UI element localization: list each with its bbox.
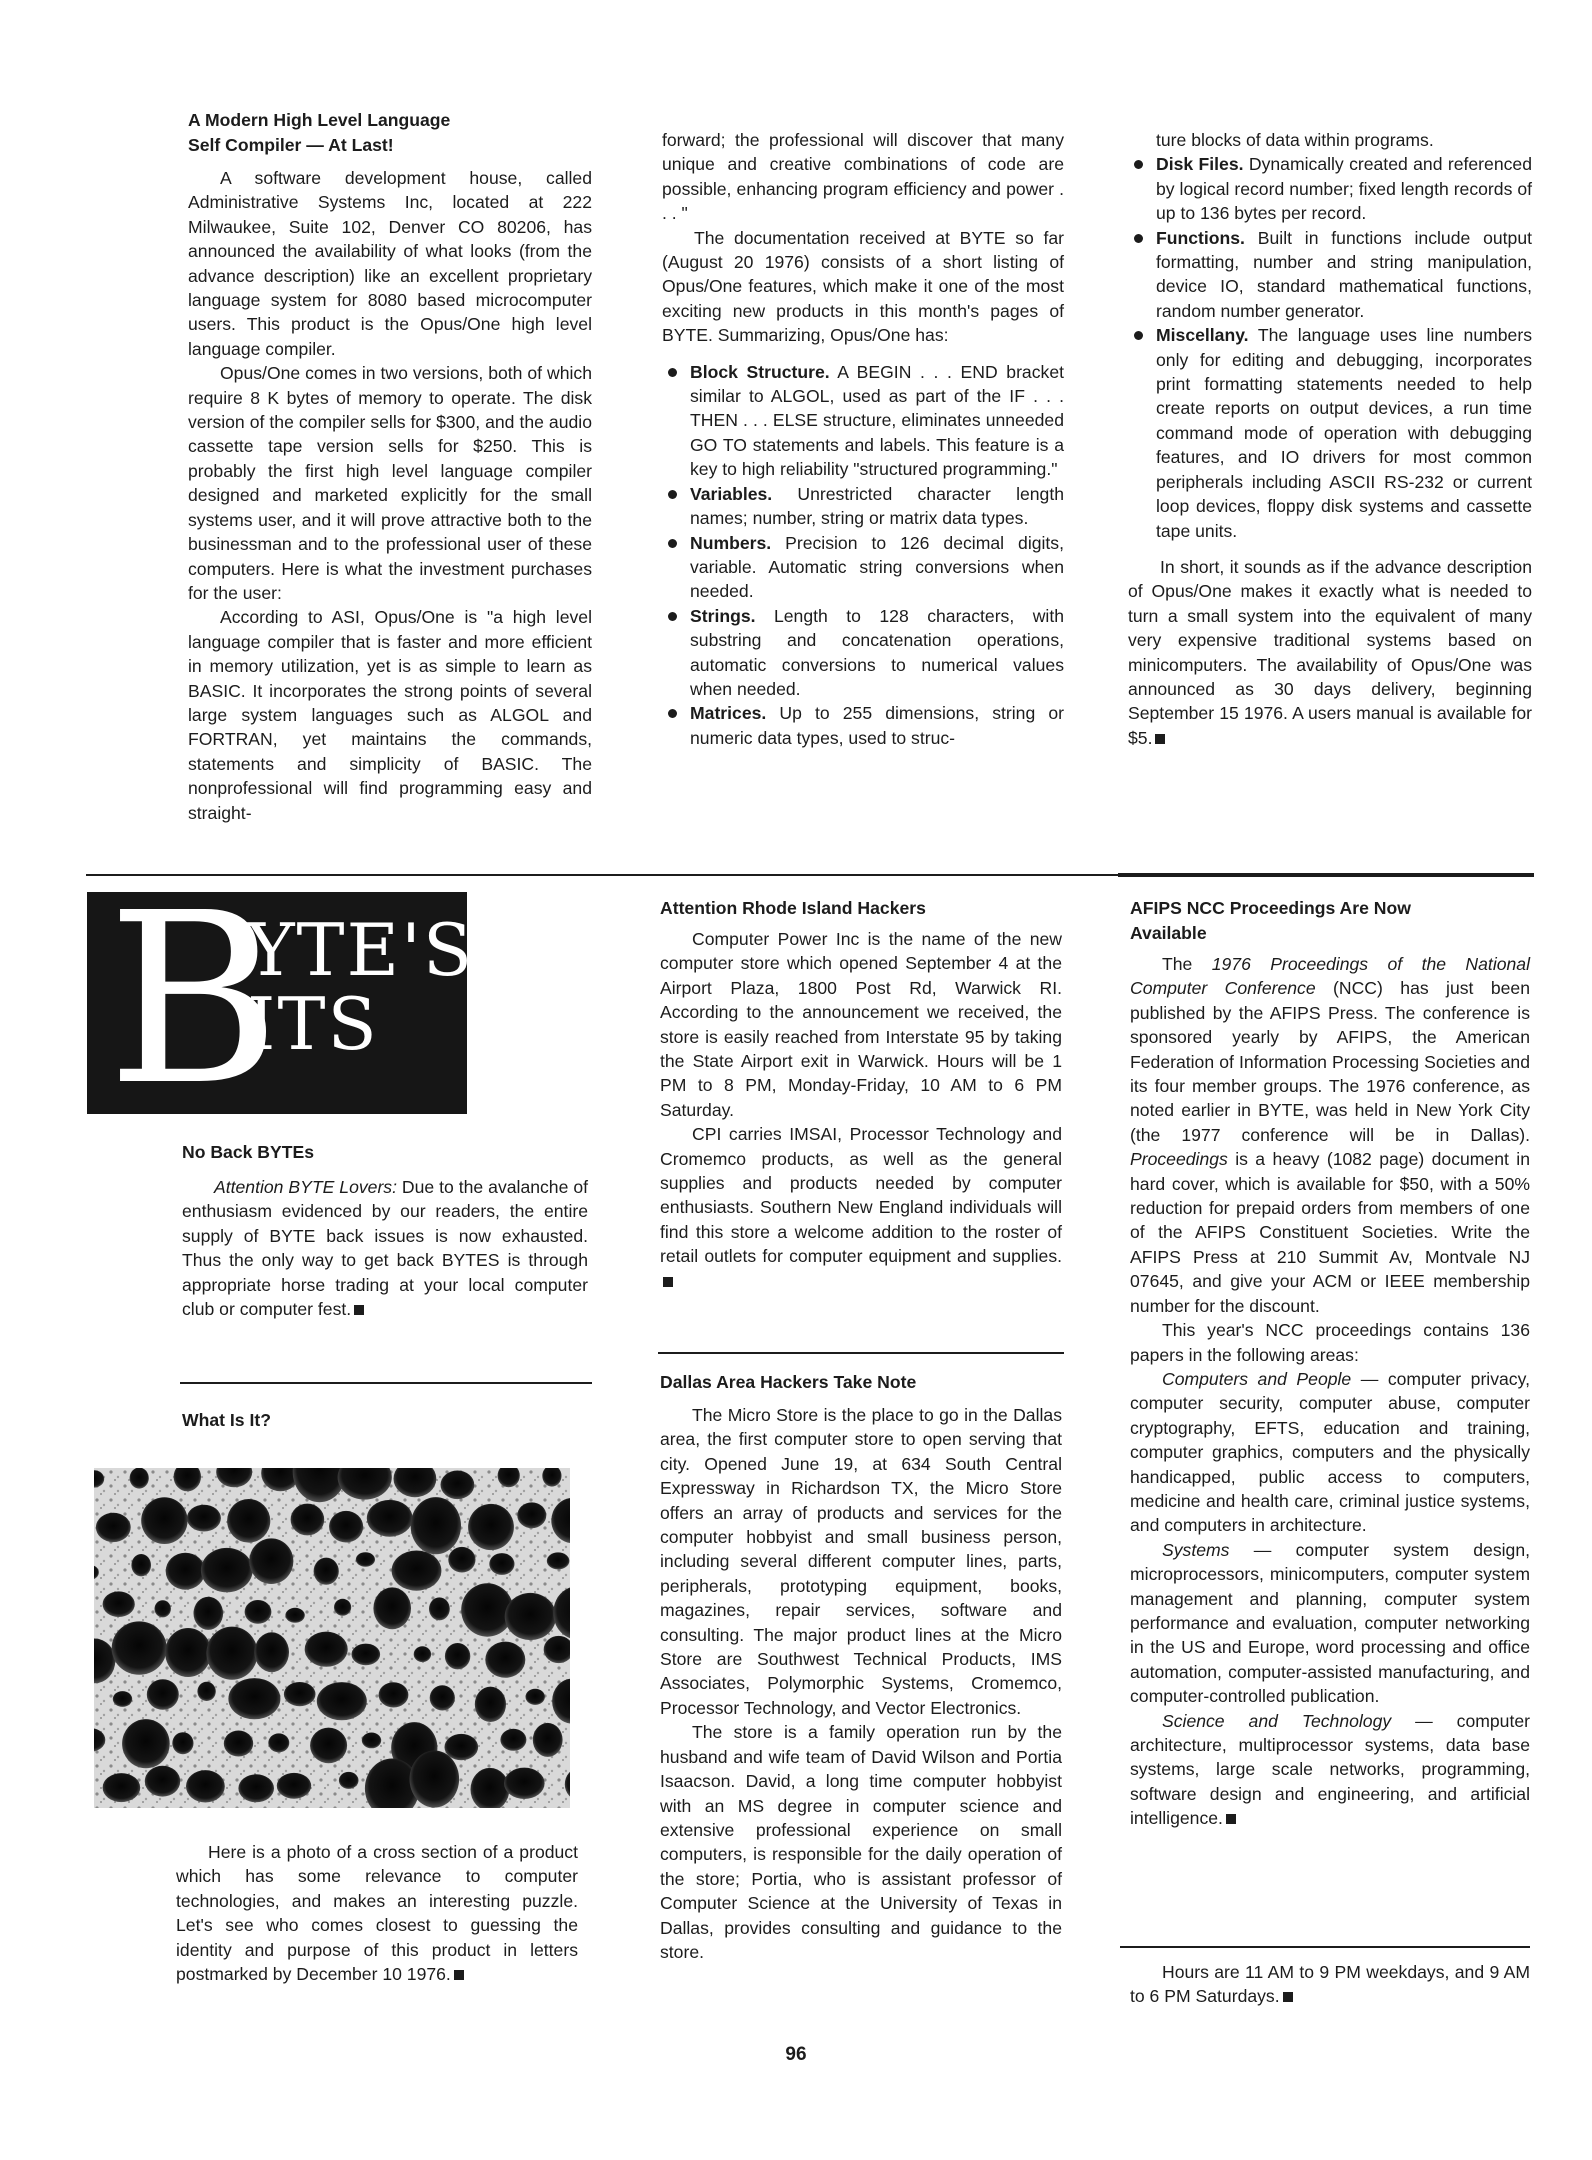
photo-pore: [392, 1551, 442, 1591]
opus-title-line1: A Modern High Level Language: [188, 110, 451, 130]
right-divider: [1120, 1946, 1530, 1948]
end-mark: [1155, 734, 1165, 744]
photo-pore: [314, 1558, 339, 1585]
photo-pore: [410, 1751, 460, 1808]
photo-pore: [411, 1497, 461, 1554]
opus-column-3: [1128, 128, 1532, 750]
page-number: 96: [785, 2044, 807, 2065]
photo-pore: [334, 1599, 351, 1616]
end-mark: [1283, 1992, 1293, 2002]
photo-pore: [187, 1505, 221, 1532]
opus-paragraph-3b: forward; the professional will discover that many unique and creative combinations of code are possible, enhancing program efficiency and power . . . ": [662, 130, 1064, 224]
opus-paragraph-2: Opus/One comes in two versions, both of which require 8 K bytes of memory to operate. The disk version of the compiler sells for $300, and the audio cassette tape version sells for $250. This is probably the first high level language compiler designed and marketed explicitly for the small systems user, and it will prove attractive both to the businessman and to the professional user of these computers. Here is what the investment purchases for the user:: [188, 363, 592, 603]
photo-pore: [186, 1770, 225, 1802]
photo-pore: [475, 1687, 506, 1722]
section-divider-right: [1118, 873, 1534, 877]
photo-pore: [166, 1553, 205, 1590]
bytes-bits-banner: [87, 862, 475, 1137]
feature-name: Numbers.: [690, 532, 772, 553]
feature-item: [662, 482, 1064, 531]
afips-area-name: Systems: [1162, 1539, 1230, 1560]
photo-pore: [228, 1678, 280, 1719]
rhode-paragraph-1: Computer Power Inc is the name of the new computer store which opened September 4 at the Airport Plaza, 1800 Post Rd, Warwick RI. According to the announcement we received, the store is easily reached from Interstate 95 by taking the State Airport exit in Warwick. Hours will be 1 PM to 8 PM, Monday-Friday, 10 AM to 6 PM Saturday.: [660, 929, 1062, 1120]
feature-text: The language uses line numbers only for editing and debugging, incorporates print formatting statements needed to help create reports on output devices, a run time command mode of operation with debugging features, and IO drivers for most common peripherals including ASCII RS-232 or current loop devices, floppy disk systems and cassette tape units.: [1156, 325, 1532, 541]
photo-pore: [379, 1682, 409, 1707]
photo-pore: [310, 1728, 347, 1764]
whatisit-title: What Is It?: [182, 1410, 271, 1430]
feature-item: [1128, 226, 1532, 324]
opus-column-1: [188, 108, 592, 825]
photo-pore: [461, 1583, 513, 1636]
feature-list-1: [662, 360, 1064, 751]
photo-pore: [352, 1644, 381, 1666]
photo-pore: [526, 1689, 545, 1705]
afips-area-text: — computer system design, microprocessors, minicomputers, computer system management and planning, computer system performance and evaluation, computer networking in the US and Europe, word processing and office automation, computer-assisted manufacturing, and computer-controlled publication.: [1130, 1539, 1530, 1707]
photo-pore: [448, 1547, 475, 1573]
photo-pore: [468, 1504, 514, 1550]
photo-pore: [227, 1499, 270, 1543]
photo-pore: [103, 1591, 135, 1617]
photo-pore: [201, 1548, 253, 1592]
photo-pore: [249, 1538, 293, 1584]
afips-paragraph-2: This year's NCC proceedings contains 136 papers in the following areas:: [1130, 1320, 1530, 1365]
photo-pore: [430, 1685, 455, 1710]
photo-pore: [373, 1587, 411, 1629]
photo-pore: [362, 1733, 381, 1749]
photo-pore: [172, 1732, 193, 1754]
feature-item: [662, 531, 1064, 604]
end-mark: [663, 1277, 673, 1287]
photo-pore: [130, 1468, 149, 1489]
photo-pore: [504, 1768, 545, 1799]
opus-paragraph-3a: According to ASI, Opus/One is "a high level language compiler that is faster and more efficient in memory utilization, yet is as simple to learn as BASIC. It incorporates the strong points of several large system languages such as ALGOL and FORTRAN, yet maintains the commands, statements and simplicity of BASIC. The nonprofessional will find programming easy and straight-: [188, 607, 592, 823]
opus-title: [188, 108, 592, 158]
banner-big-letter: B: [107, 862, 281, 1137]
photo-pore: [367, 1500, 413, 1537]
dallas-column: [660, 1370, 1062, 1964]
photo-pore: [112, 1621, 167, 1674]
afips-area-name: Computers and People: [1162, 1368, 1352, 1389]
photo-pore: [197, 1682, 215, 1701]
whatisit-text: Here is a photo of a cross section of a product which has some relevance to computer technologies, and makes an interesting puzzle. Let's see who comes closest to guessing the identity and purpose of this product in letters postmarked by December 10 1976.: [176, 1842, 578, 1985]
photo-pore: [238, 1774, 274, 1802]
opus-column-2: [662, 128, 1064, 750]
photo-pore: [96, 1513, 131, 1542]
photo-pore: [305, 1632, 348, 1667]
photo-pore: [517, 1502, 546, 1528]
whatisit-text-block: [176, 1840, 578, 1986]
whatisit-title-block: [182, 1408, 588, 1443]
afips-title: [1130, 896, 1530, 946]
noback-title: No Back BYTEs: [182, 1142, 314, 1162]
afips-area: [1130, 1709, 1530, 1831]
noback-text: Attention BYTE Lovers: Due to the avalanche of enthusiasm evidenced by our readers, the entire supply of BYTE back issues is now exhausted. Thus the only way to get back BYTES is through appropriate horse trading at your local computer club or computer fest.: [182, 1177, 588, 1320]
feature-item: [662, 701, 1064, 750]
bullet-icon: [668, 612, 677, 621]
matrices-continuation: ture blocks of data within programs.: [1156, 130, 1434, 150]
banner-line-2: ITS: [247, 982, 379, 1066]
feature-name: Functions.: [1156, 227, 1245, 248]
afips-area: [1130, 1538, 1530, 1709]
photo-pore: [194, 1597, 224, 1630]
left-divider: [180, 1382, 592, 1384]
feature-text: Unrestricted character length names; number, string or matrix data types.: [690, 483, 1064, 529]
photo-pore: [414, 1646, 431, 1662]
photo-pore: [445, 1734, 479, 1760]
photo-pore: [291, 1504, 325, 1536]
bullet-icon: [1134, 234, 1143, 243]
afips-area: [1130, 1367, 1530, 1538]
photo-pore: [131, 1554, 151, 1576]
banner-line-1: YTE'S: [247, 908, 475, 992]
opus-paragraph-4: The documentation received at BYTE so far (August 20 1976) consists of a short listing of Opus/One features, which make it one of the most exciting new products in this month's pages of BYTE. Summarizing, Opus/One has:: [662, 227, 1064, 346]
noback-column: [182, 1140, 588, 1321]
feature-name: Disk Files.: [1156, 154, 1244, 175]
photo-pore: [533, 1723, 563, 1757]
opus-paragraph-5: In short, it sounds as if the advance description of Opus/One makes it exactly what is needed to turn a small system into the equivalent of many very expensive traditional systems based on minicomputers. The availability of Opus/One was announced as 30 days delivery, beginning September 15 1976. A users manual is available for $5.: [1128, 556, 1532, 748]
feature-item: [662, 360, 1064, 482]
photo-pore: [206, 1627, 257, 1680]
opus-title-line2: Self Compiler — At Last!: [188, 135, 394, 155]
feature-text: Up to 255 dimensions, string or numeric data types, used to struc-: [690, 703, 1064, 748]
photo-pore: [122, 1719, 170, 1768]
dallas-hours-block: [1130, 1960, 1530, 2009]
afips-area-name: Science and Technology: [1162, 1710, 1392, 1731]
end-mark: [354, 1305, 364, 1315]
photo-pore: [141, 1497, 187, 1544]
bullet-icon: [1134, 160, 1143, 169]
bullet-icon: [668, 539, 677, 548]
feature-text: Built in functions include output formatting, number and string manipulation, device IO, standard mathematical functions, random number generator.: [1156, 227, 1532, 321]
rhode-paragraph-2: CPI carries IMSAI, Processor Technology and Cromemco products, as well as the general supplies and products needed by computer enthusiasts. Southern New England individuals will find this store a welcome addition to the roster of retail outlets for computer equipment and supplies.: [660, 1122, 1062, 1293]
feature-item: [1128, 152, 1532, 225]
photo-pore: [547, 1552, 570, 1569]
photo-pore: [329, 1511, 363, 1543]
photo-pore: [268, 1733, 289, 1752]
afips-area-text: — computer privacy, computer security, computer abuse, computer cryptography, EFTS, education and training, computer graphics, computers and the physically handicapped, public access to computers, medicine and health care, criminal justice systems, and computers in architecture.: [1130, 1368, 1530, 1536]
feature-item: [662, 604, 1064, 702]
photo-pore: [285, 1608, 304, 1623]
dallas-paragraph-1: The Micro Store is the place to go in the Dallas area, the first computer store to open serving that city. Opened June 19, at 634 South Central Expressway in Richardson TX, the Micro Store offers an array of products and services for the computer hobbyist and small business person, including several different computer lines, parts, peripherals, prototyping equipment, books, magazines, repair services, software and consulting. The major product lines at the Micro Store are Southwest Technical Products, IMS Associates, Polymorphic Systems, Cromemco, Processor Technology, and Vector Electronics.: [660, 1405, 1062, 1718]
feature-text: A BEGIN . . . END bracket similar to ALGOL, used as part of the IF . . . THEN . . . ELSE structure, eliminates unneeded GO TO statements and labels. This feature is a key to high reliability "structured programming.": [690, 361, 1064, 480]
dallas-hours: Hours are 11 AM to 9 PM weekdays, and 9 AM to 6 PM Saturdays.: [1130, 1962, 1530, 2007]
mystery-product-photo: [94, 1468, 570, 1808]
photo-pore: [277, 1773, 311, 1799]
feature-name: Miscellany.: [1156, 325, 1249, 346]
afips-title-line2: Available: [1130, 923, 1207, 943]
afips-column: [1130, 896, 1530, 1831]
photo-pore: [505, 1593, 556, 1640]
photo-pore: [500, 1729, 526, 1751]
bullet-icon: [1134, 331, 1143, 340]
photo-pore: [245, 1600, 272, 1624]
photo-pore: [485, 1642, 525, 1678]
noback-lead: Attention BYTE Lovers:: [214, 1177, 397, 1197]
photo-pore: [284, 1682, 316, 1706]
bullet-icon: [668, 490, 677, 499]
photo-pore: [339, 1772, 359, 1789]
photo-pore: [113, 1691, 132, 1707]
photo-pore: [429, 1597, 450, 1620]
feature-text: Length to 128 characters, with substring and concatenation operations, automatic conversions to numerical values when needed.: [690, 605, 1064, 699]
afips-area-text: — computer architecture, multiprocessor systems, data base systems, large scale networks, programming, software design and engineering, and artificial intelligence.: [1130, 1710, 1530, 1829]
feature-item: [1128, 323, 1532, 543]
photo-pore: [145, 1766, 180, 1797]
bullet-icon: [668, 368, 677, 377]
rhode-title: Attention Rhode Island Hackers: [660, 898, 926, 918]
photo-pore: [224, 1731, 253, 1757]
afips-areas: [1130, 1367, 1530, 1831]
dallas-paragraph-2: The store is a family operation run by the husband and wife team of David Wilson and Portia Isaacson. David, a long time computer hobbyist with an MS degree in computer science and extensive professional experience on small computers, is responsible for the daily operation of the store; Portia, who is assistant professor of Computer Science at the University of Texas in Dallas, provides consulting and guidance to the store.: [660, 1722, 1062, 1962]
feature-list-2: [1128, 152, 1532, 543]
rhode-column: [660, 896, 1062, 1293]
end-mark: [454, 1970, 464, 1980]
photo-pore: [155, 1600, 171, 1617]
photo-pore: [317, 1682, 367, 1720]
photo-pore: [103, 1773, 141, 1802]
photo-pore: [445, 1643, 470, 1669]
photo-pore: [147, 1679, 179, 1710]
middle-divider: [658, 1352, 1064, 1354]
afips-paragraph-1: The 1976 Proceedings of the National Computer Conference (NCC) has just been published by the AFIPS Press. The conference is sponsored yearly by AFIPS, the American Federation of Information Processing Societies and its four member groups. The 1976 conference, as noted earlier in BYTE, was held in New York City (the 1977 conference will be in Dallas). Proceedings is a heavy (1082 page) document in hard cover, which is available for $50, with a 50% reduction for prepaid orders from members of one of the AFIPS Constituent Societies. Write the AFIPS Press at 210 Summit Av, Montvale NJ 07645, and give your ACM or IEEE membership number for the discount.: [1130, 954, 1530, 1316]
photo-pore: [489, 1553, 514, 1575]
feature-text: Dynamically created and referenced by logical record number; fixed length records of up to 136 bytes per record.: [1156, 154, 1532, 224]
dallas-title: Dallas Area Hackers Take Note: [660, 1372, 917, 1392]
feature-name: Matrices.: [690, 703, 767, 724]
feature-text: Precision to 126 decimal digits, variable. Automatic string conversions when needed.: [690, 532, 1064, 602]
opus-paragraph-1: A software development house, called Administrative Systems Inc, located at 222 Milwaukee, Suite 102, Denver CO 80206, has announced the availability of what looks (from the advance description) like an excellent proprietary language system for 8080 based microcomputer users. This product is the Opus/One high level language compiler.: [188, 168, 592, 359]
photo-pore: [441, 1471, 475, 1500]
feature-name: Strings.: [690, 605, 756, 626]
photo-pore: [165, 1628, 211, 1677]
afips-title-line1: AFIPS NCC Proceedings Are Now: [1130, 898, 1411, 918]
feature-name: Block Structure.: [690, 361, 830, 382]
bullet-icon: [668, 709, 677, 718]
feature-name: Variables.: [690, 483, 773, 504]
end-mark: [1226, 1814, 1236, 1824]
photo-pore: [356, 1552, 375, 1567]
photo-pore: [254, 1632, 289, 1672]
